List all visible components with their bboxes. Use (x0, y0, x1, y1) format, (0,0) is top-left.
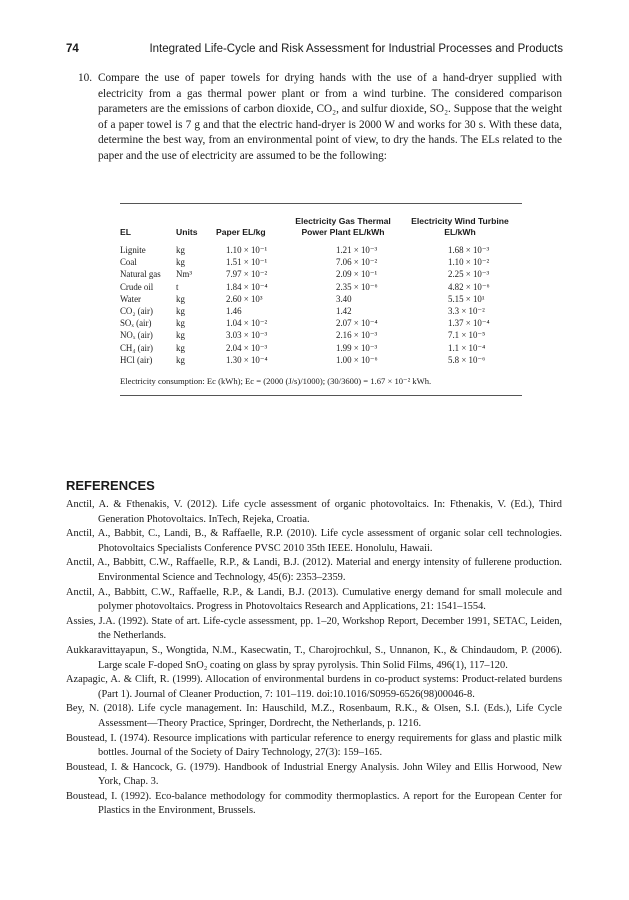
reference-item: Boustead, I. (1974). Resource implications with particular reference to energy requirements for glass and plastic milk bottles. Journal of the Society of Dairy Technology, 27(3): 159–165. (66, 732, 562, 759)
cell-gas: 2.16 × 10⁻³ (336, 330, 378, 341)
table-row (120, 305, 522, 317)
cell-paper: 7.97 × 10⁻² (226, 269, 268, 280)
references-list (66, 498, 562, 819)
cell-units: Nm³ (176, 269, 192, 280)
reference-item: Assies, J.A. (1992). State of art. Life-cycle assessment, pp. 1–20, Workshop Report, December 1991, SETAC, Leiden, the Netherlands. (66, 615, 562, 642)
cell-paper: 1.51 × 10⁻¹ (226, 257, 268, 268)
references-heading: REFERENCES (66, 478, 155, 493)
cell-units: kg (176, 342, 185, 353)
cell-units: kg (176, 257, 185, 268)
cell-units: t (176, 281, 179, 292)
cell-wind: 2.25 × 10⁻³ (448, 269, 490, 280)
el-table (120, 216, 522, 366)
table-row (120, 268, 522, 280)
problem-10 (66, 71, 562, 165)
table-row (120, 281, 522, 293)
cell-wind: 7.1 × 10⁻⁵ (448, 330, 486, 341)
reference-item: Anctil, A., Babbitt, C.W., Raffaelle, R.P., & Landi, B.J. (2013). Cumulative energy demand for small molecule and polymer photovoltaics. Progress in Photovoltaics Research and Applications, 21: 1541–1554. (66, 586, 562, 613)
cell-wind: 1.37 × 10⁻⁴ (448, 318, 490, 329)
running-title: Integrated Life-Cycle and Risk Assessment for Industrial Processes and Products (149, 43, 563, 55)
cell-el: CH₄ (air) (120, 342, 153, 353)
reference-item: Anctil, A. & Fthenakis, V. (2012). Life cycle assessment of organic photovoltaics. In: Fthenakis, V. (Ed.), Third Generation Photovoltaics. InTech, Rejeka, Croatia. (66, 499, 562, 525)
reference-item: Boustead, I. (1992). Eco-balance methodology for commodity thermoplastics. A report for the European Center for Plastics in the Environment, Brussels. (66, 790, 562, 817)
table-row (120, 256, 522, 268)
cell-units: kg (176, 318, 185, 329)
problem-number: 10. (78, 72, 93, 84)
cell-el: HCl (air) (120, 354, 153, 365)
table-row (120, 354, 522, 366)
cell-units: kg (176, 330, 185, 341)
table-body (120, 244, 522, 366)
cell-paper: 1.10 × 10⁻¹ (226, 245, 268, 255)
cell-paper: 3.03 × 10⁻³ (226, 330, 268, 341)
table-row (120, 342, 522, 354)
cell-wind: 4.82 × 10⁻⁶ (448, 281, 490, 292)
cell-wind: 1.1 × 10⁻⁴ (448, 342, 486, 353)
cell-paper: 2.04 × 10⁻³ (226, 342, 268, 353)
cell-el: Lignite (120, 245, 146, 255)
cell-el: CO₂ (air) (120, 306, 153, 317)
cell-el: Crude oil (120, 281, 154, 292)
cell-el: Coal (120, 257, 137, 268)
table-note: Electricity consumption: Ec (kWh); Ec = (2000 (J/s)/1000); (30/3600) = 1.67 × 10⁻² kWh. (120, 376, 432, 387)
cell-paper: 1.84 × 10⁻⁴ (226, 281, 268, 292)
cell-gas: 1.42 (336, 306, 352, 317)
problem-text: Compare the use of paper towels for drying hands with the use of a hand-dryer supplied with electricity from a gas thermal power plant or from a wind turbine. The considered comparison parameters are the emissions of carbon dioxide, CO₂, and sulfur dioxide, SO₂. Suppose that the weight of a paper towel is 7 g and that the electric hand-dryer is 2000 W and works for 30 s. With these data, determine the best way, from an environmental point of view, to dry the hands. The ELs related to the paper and the use of electricity are assumed to be the following: (98, 72, 562, 162)
cell-gas: 7.06 × 10⁻² (336, 257, 378, 268)
cell-el: Natural gas (120, 269, 161, 280)
cell-gas: 1.99 × 10⁻³ (336, 342, 378, 353)
cell-gas: 2.09 × 10⁻¹ (336, 269, 378, 280)
cell-wind: 1.10 × 10⁻² (448, 257, 490, 268)
table-row (120, 244, 522, 256)
cell-units: kg (176, 293, 185, 304)
reference-item: Azapagic, A. & Clift, R. (1999). Allocation of environmental burdens in co-product systems: Product-related burdens (Part 1). Journal of Cleaner Production, 7: 101–119. doi:10.1016/S0959-6526(98)00046-8. (66, 674, 562, 700)
reference-item: Bey, N. (2018). Life cycle management. In: Hauschild, M.Z., Rosenbaum, R.K., & Olsen, S.I. (Eds.), Life Cycle Assessment—Theory Practice, Springer, Dordrecht, the Netherlands, p. 1216. (66, 703, 562, 729)
cell-gas: 1.21 × 10⁻³ (336, 245, 378, 255)
cell-units: kg (176, 354, 185, 365)
cell-gas: 1.00 × 10⁻⁶ (336, 354, 378, 365)
cell-el: NOₓ (air) (120, 330, 153, 341)
cell-wind: 5.8 × 10⁻⁶ (448, 354, 486, 365)
header-wind-line1: Electricity Wind Turbine (411, 216, 509, 226)
cell-gas: 3.40 (336, 293, 352, 304)
emission-levels-table (120, 203, 522, 396)
reference-item: Anctil, A., Babbitt, C.W., Raffaelle, R.P., & Landi, B.J. (2012). Material and energy intensity of fullerene production. Environmental Science and Technology, 45(6): 2353–2359. (66, 557, 562, 583)
cell-units: kg (176, 306, 185, 317)
table-row (120, 329, 522, 341)
header-el: EL (120, 227, 131, 237)
cell-paper: 2.60 × 10³ (226, 293, 263, 304)
cell-el: Water (120, 293, 141, 304)
cell-paper: 1.46 (226, 306, 242, 317)
header-paper: Paper EL/kg (216, 227, 266, 237)
cell-wind: 3.3 × 10⁻² (448, 306, 485, 317)
reference-item: Anctil, A., Babbit, C., Landi, B., & Raffaelle, R.P. (2010). Life cycle assessment of organic solar cell technologies. Photovoltaics Specialists Conference PVSC 2010 35th IEEE. Honolulu, Hawaii. (66, 528, 562, 554)
reference-item: Aukkaravittayapun, S., Wongtida, N.M., Kasecwatin, T., Charojrochkul, S., Unnanon, K., & Chindaudom, P. (2006). Large scale F-doped SnO₂ coating on glass by spray pyrolysis. Thin Solid Films, 496(1), 117–120. (66, 644, 562, 671)
table-row (120, 317, 522, 329)
page-number: 74 (66, 43, 79, 55)
table-row (120, 293, 522, 305)
header-gas-line2: Power Plant EL/kWh (301, 227, 385, 237)
running-header (66, 43, 563, 55)
header-wind-line2: EL/kWh (444, 227, 476, 237)
header-gas-line1: Electricity Gas Thermal (295, 216, 391, 226)
cell-wind: 1.68 × 10⁻³ (448, 245, 490, 255)
cell-wind: 5.15 × 10¹ (448, 293, 485, 304)
reference-item: Boustead, I. & Hancock, G. (1979). Handbook of Industrial Energy Analysis. John Wiley and Ellis Horwood, New York, Chap. 3. (66, 761, 562, 788)
cell-units: kg (176, 245, 185, 255)
cell-el: SOₓ (air) (120, 318, 152, 329)
cell-paper: 1.30 × 10⁻⁴ (226, 354, 268, 365)
cell-gas: 2.35 × 10⁻⁶ (336, 281, 378, 292)
cell-gas: 2.07 × 10⁻⁴ (336, 318, 378, 329)
cell-paper: 1.04 × 10⁻² (226, 318, 268, 329)
header-units: Units (176, 227, 198, 237)
